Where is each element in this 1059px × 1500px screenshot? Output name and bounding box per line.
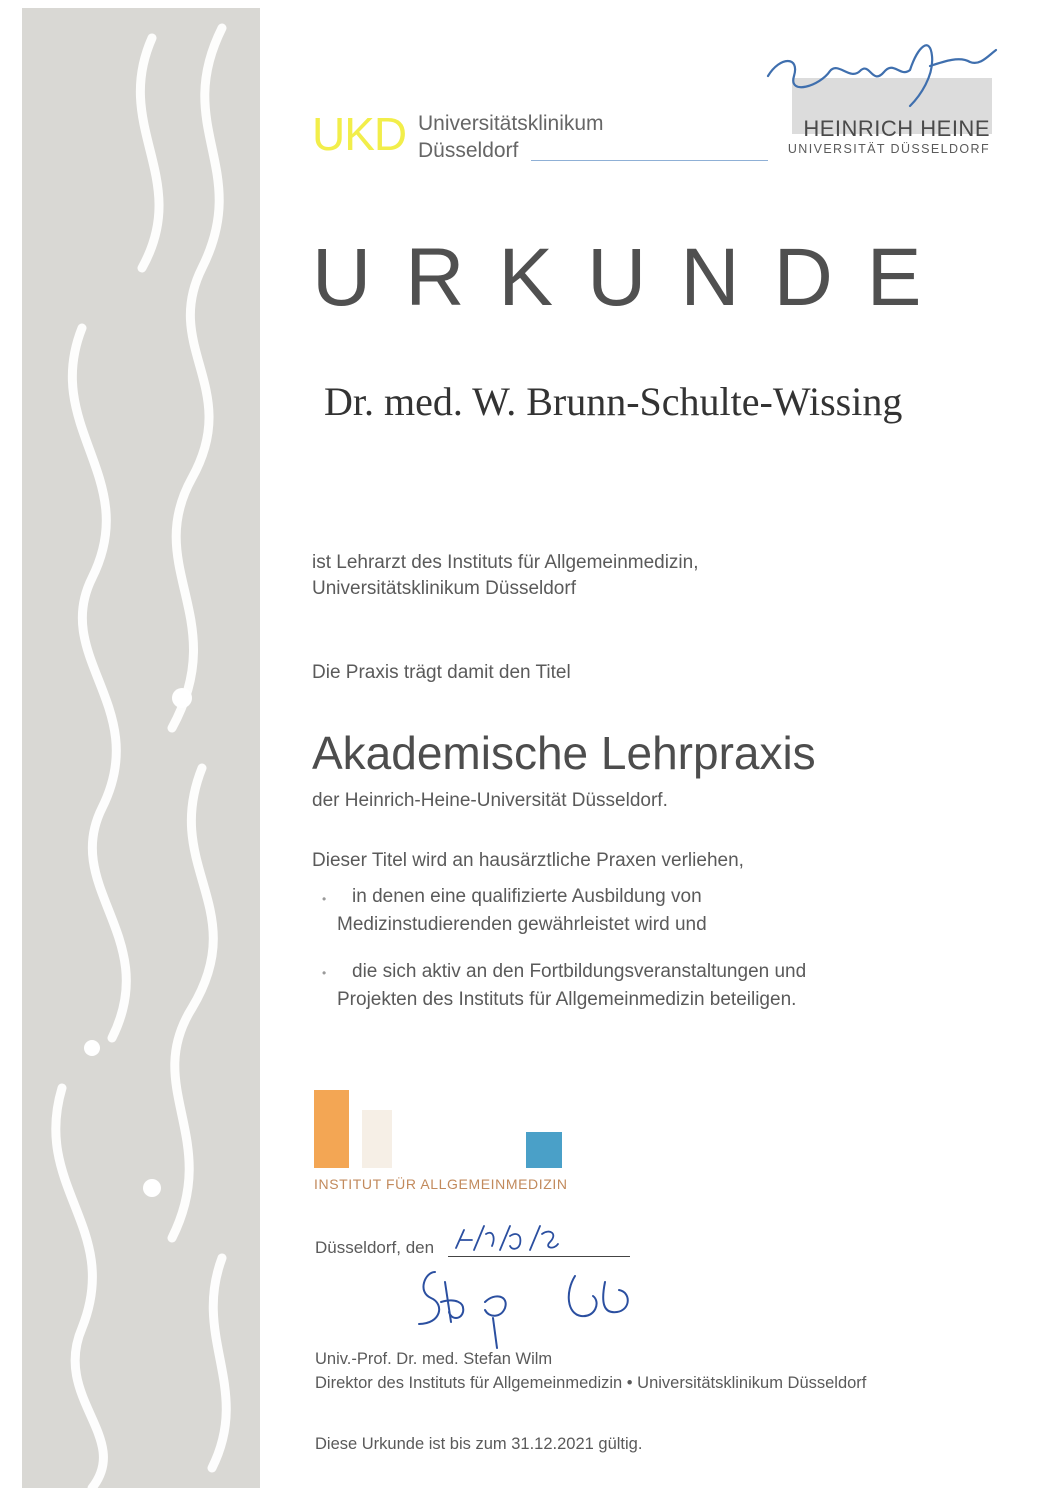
lehrarzt-line-1: ist Lehrarzt des Instituts für Allgemeinmedizin, <box>312 552 699 573</box>
heine-signature-icon <box>760 26 1000 116</box>
script-watermark <box>22 8 260 1488</box>
institute-logo <box>312 1088 582 1198</box>
conferral-intro: Dieser Titel wird an hausärztliche Praxen verliehen, <box>312 850 744 871</box>
praxis-title-intro: Die Praxis trägt damit den Titel <box>312 662 571 683</box>
institute-logo-blue-block <box>526 1132 562 1168</box>
lehrarzt-line-2: Universitätsklinikum Düsseldorf <box>312 578 576 599</box>
ukd-underline <box>531 160 768 161</box>
hhu-subtitle: UNIVERSITÄT DÜSSELDORF <box>787 142 990 156</box>
validity-note: Diese Urkunde ist bis zum 31.12.2021 gültig. <box>315 1435 643 1453</box>
handwritten-date-icon <box>450 1220 580 1256</box>
criteria-2-line-1: die sich aktiv an den Fortbildungsveranstaltungen und <box>352 961 807 982</box>
signer-name: Univ.-Prof. Dr. med. Stefan Wilm <box>315 1350 553 1368</box>
hhu-name: HEINRICH HEINE <box>803 116 990 141</box>
decorative-side-band <box>22 8 260 1488</box>
bullet-dot-icon: • <box>322 892 327 906</box>
bullet-dot-icon: • <box>322 966 327 980</box>
signer-title: Direktor des Instituts für Allgemeinmedizin • Universitätsklinikum Düsseldorf <box>315 1374 867 1392</box>
certificate-title: URKUNDE <box>312 232 956 323</box>
criteria-2-line-2: Projekten des Instituts für Allgemeinmedizin beteiligen. <box>337 989 797 1010</box>
ukd-line2: Düsseldorf <box>418 139 519 162</box>
hhu-logo <box>760 26 1000 166</box>
academic-title: Akademische Lehrpraxis <box>312 727 816 779</box>
criteria-1-line-1: in denen eine qualifizierte Ausbildung von <box>352 886 702 907</box>
ukd-logo-mark: UKD <box>312 108 407 160</box>
recipient-name: Dr. med. W. Brunn-Schulte-Wissing <box>324 379 903 424</box>
ukd-line1: Universitätsklinikum <box>418 112 604 135</box>
institute-logo-faint-block <box>362 1110 392 1168</box>
date-line <box>448 1256 630 1257</box>
academic-title-subtitle: der Heinrich-Heine-Universität Düsseldorf. <box>312 790 668 811</box>
handwritten-signature-icon <box>405 1262 665 1352</box>
institute-logo-orange-block <box>314 1090 349 1168</box>
ukd-logo-text <box>418 110 678 164</box>
institute-name: INSTITUT FÜR ALLGEMEINMEDIZIN <box>314 1176 568 1192</box>
criteria-1-line-2: Medizinstudierenden gewährleistet wird und <box>337 914 707 935</box>
place-date-label: Düsseldorf, den <box>315 1238 435 1257</box>
